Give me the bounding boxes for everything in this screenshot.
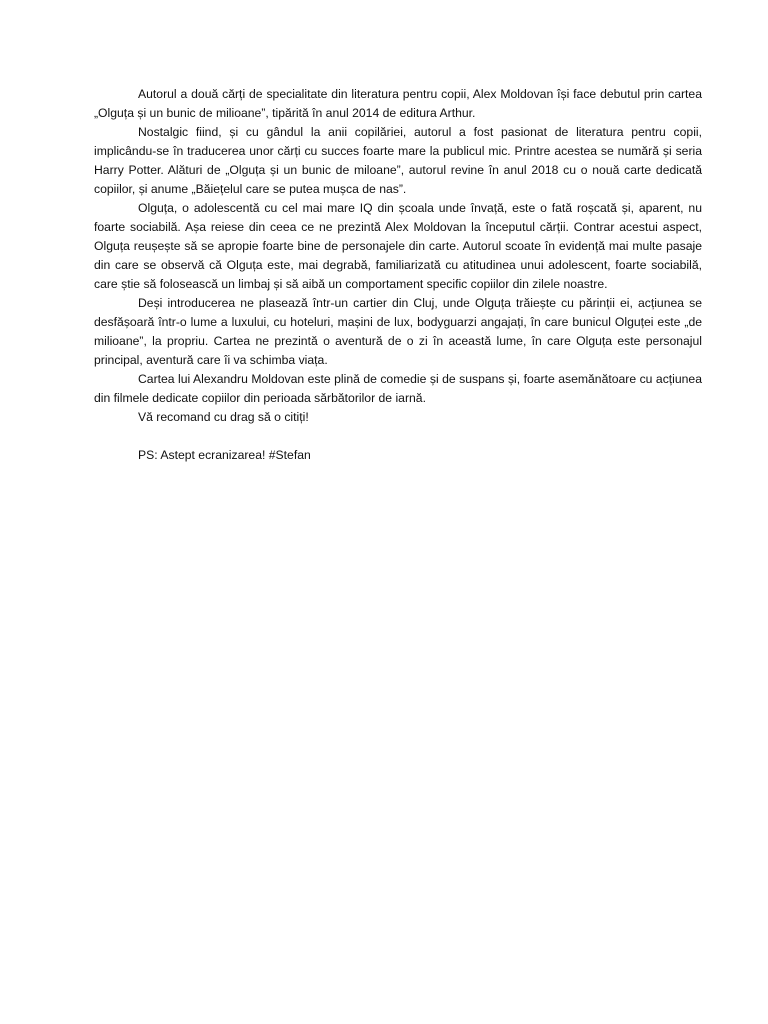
paragraph-intro: Autorul a două cărți de specialitate din literatura pentru copii, Alex Moldovan își face debutul prin cartea „Olguța și un bunic de milioane”, tipărită în anul 2014 de editura Arthur. [94, 87, 702, 120]
paragraph-recommendation: Vă recomand cu drag să o citiți! [138, 410, 309, 424]
paragraph-character: Olguța, o adolescentă cu cel mai mare IQ din școala unde învață, este o fată roșcată și, aparent, nu foarte sociabilă. Așa reiese din ceea ce ne prezintă Alex Moldovan la începutul cărții. Contrar acestui aspect, Olguța reușește să se apropie foarte bine de personajele din carte. Autorul scoate în evidență mai multe pasaje din care se observă că Olguța este, mai degrabă, familiarizată cu atitudinea unui adolescent, foarte sociabilă, care știe să folosească un limbaj și să aibă un comportament specific copiilor din zilele noastre. [94, 201, 702, 291]
paragraph-genre: Cartea lui Alexandru Moldovan este plină de comedie și de suspans și, foarte asemănătoare cu acțiunea din filmele dedicate copiilor din perioada sărbătorilor de iarnă. [94, 372, 702, 405]
postscript: PS: Astept ecranizarea! #Stefan [138, 448, 311, 462]
paragraph-author-background: Nostalgic fiind, și cu gândul la anii copilăriei, autorul a fost pasionat de literatura pentru copii, implicându-se în traducerea unor cărți cu succes foarte mare la publicul mic. Printre acestea se numără și seria Harry Potter. Alături de „Olguța și un bunic de miloane”, autorul revine în anul 2018 cu o nouă carte dedicată copiilor, și anume „Băiețelul care se putea mușca de nas”. [94, 125, 702, 196]
document-body [94, 85, 702, 465]
paragraph-plot: Deși introducerea ne plasează într-un cartier din Cluj, unde Olguța trăiește cu părinții ei, acțiunea se desfășoară într-o lume a luxului, cu hoteluri, mașini de lux, bodyguarzi angajați, în care bunicul Olguței este „de milioane”, la propriu. Cartea ne prezintă o aventură de o zi în această lume, în care Olguța este personajul principal, aventură care îi va schimba viața. [94, 296, 702, 367]
